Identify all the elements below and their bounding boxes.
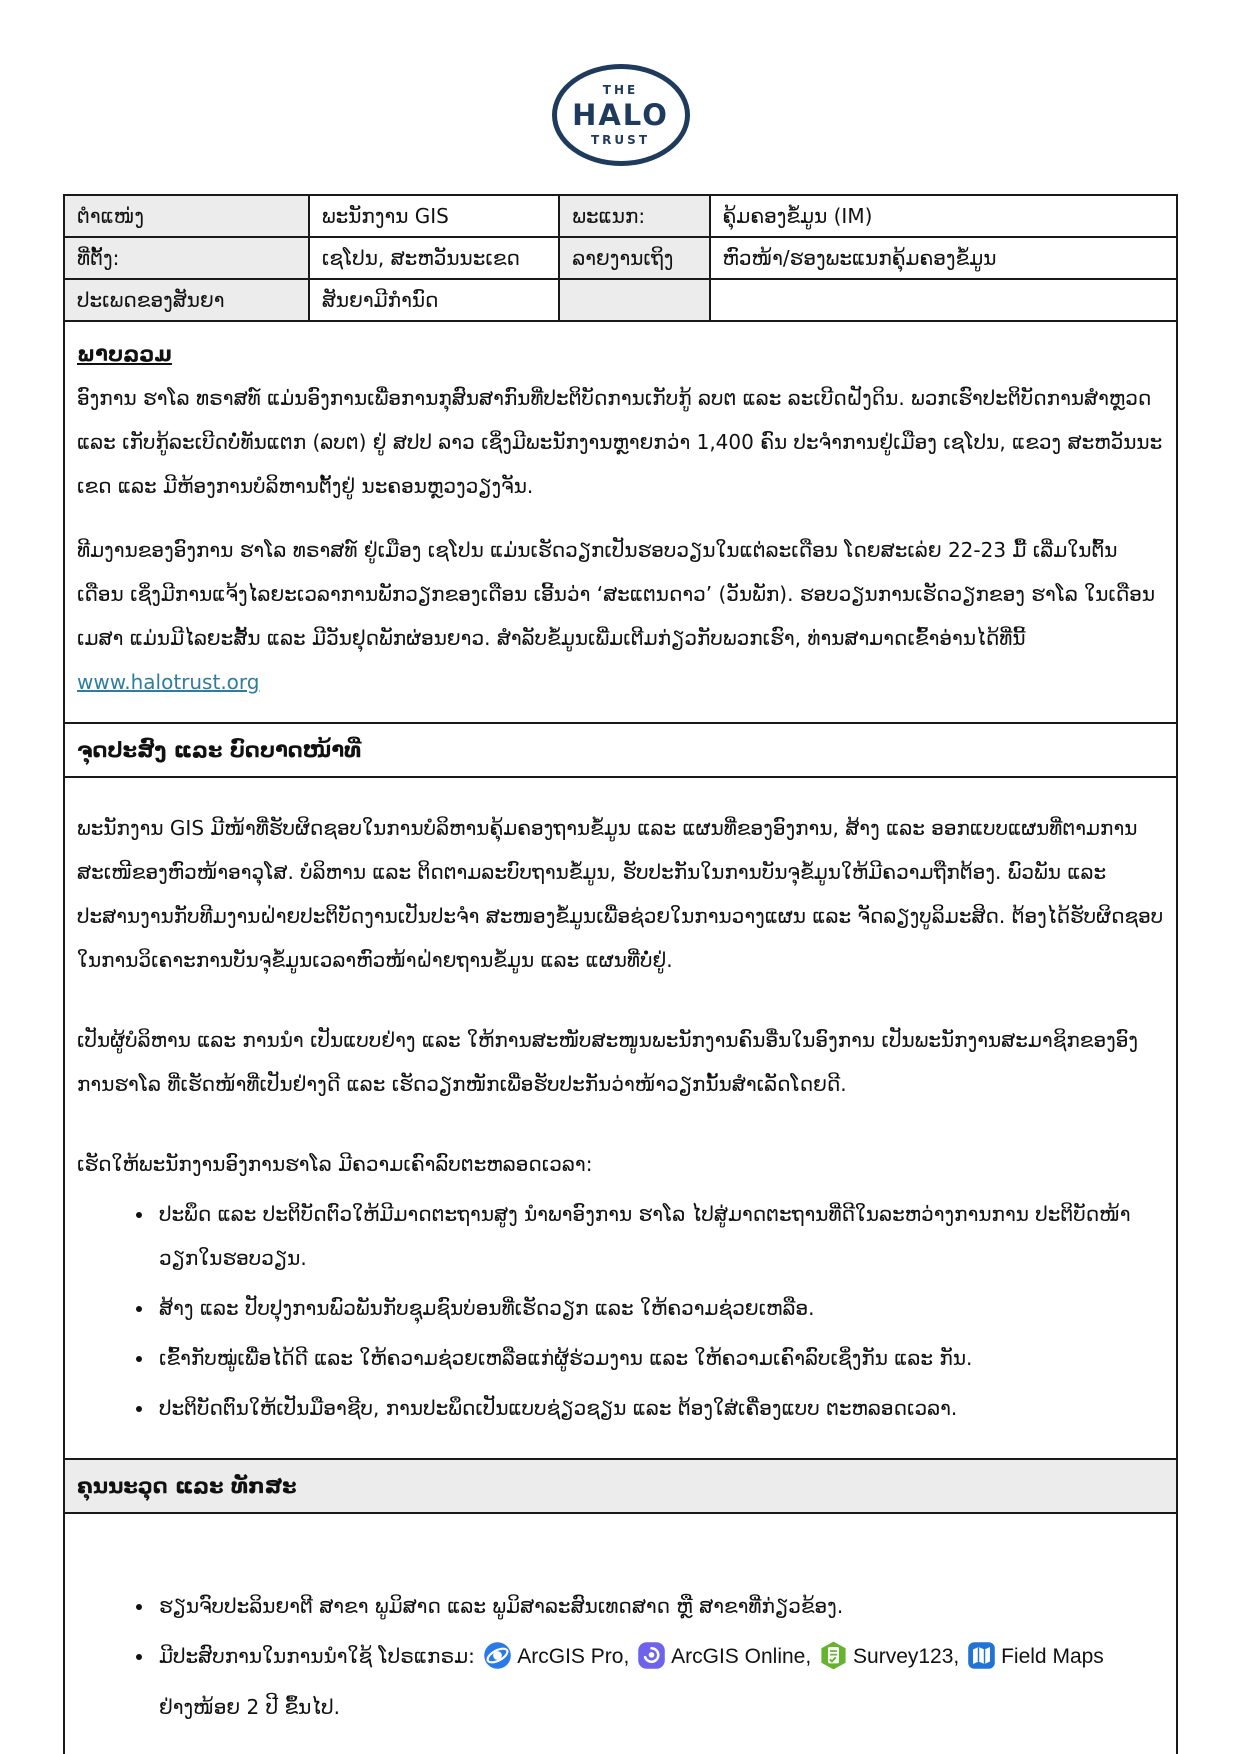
separator: , [805, 1645, 818, 1668]
value-location: ເຊໂປນ, ສະຫວັນນະເຂດ [309, 237, 559, 279]
halotrust-link[interactable]: www.halotrust.org [77, 670, 260, 694]
value-empty [710, 279, 1177, 321]
arcgis-pro-icon [483, 1641, 512, 1685]
value-contract-type: ສັນຍາມີກຳນົດ [309, 279, 559, 321]
label-location: ທີ່ຕັ້ງ: [64, 237, 309, 279]
list-item: • ສ້າງ ແລະ ປັບປຸງການພົວພັນກັບຊຸມຊົນບ່ອນທີ່ເຮັດວຽກ ແລະ ໃຫ້ຄວາມຊ່ວຍເຫລືອ. [155, 1286, 1164, 1330]
separator: , [623, 1645, 636, 1668]
position-info-table [63, 194, 1178, 322]
logo-text-trust: TRUST [591, 133, 650, 147]
app-label: Field Maps [1001, 1645, 1104, 1668]
separator: , [953, 1645, 966, 1668]
qualifications-bullet-list [77, 1584, 1164, 1729]
list-item: • ປະພຶດ ແລະ ປະຕິບັດຕົວໃຫ້ມີມາດຕະຖານສູງ ນຳພາອົງການ ຮາໂລ ໄປສູ່ມາດຕະຖານທີ່ດີໃນລະຫວ່າງການການ ປະຕິບັດໜ້າວຽກໃນຮອບວຽນ. [155, 1192, 1164, 1280]
app-label: ArcGIS Online [671, 1645, 806, 1668]
section-header-qualifications: ຄຸນນະວຸດ ແລະ ທັກສະ [63, 1458, 1178, 1514]
label-empty [559, 279, 709, 321]
list-item: • ຮຽນຈົບປະລິນຍາຕີ ສາຂາ ພູມິສາດ ແລະ ພູມິສາລະສົນເທດສາດ ຫຼື ສາຂາທີ່ກ່ຽວຂ້ອງ. [155, 1584, 1164, 1628]
duties-paragraph-3: ເຮັດໃຫ້ພະນັກງານອົງການຮາໂລ ມີຄວາມເຄົາລົບຕະຫລອດເວລາ: [77, 1152, 593, 1176]
label-contract-type: ປະເພດຂອງສັນຍາ [64, 279, 309, 321]
arcgis-online-icon [637, 1641, 666, 1685]
section-header-duties: ຈຸດປະສົງ ແລະ ບົດບາດໜ້າທີ່ [63, 722, 1178, 778]
table-row [64, 279, 1177, 321]
section-duties-content [63, 776, 1178, 1460]
app-field-maps [965, 1644, 1104, 1668]
label-department: ພະແນກ: [559, 195, 709, 237]
survey123-icon [819, 1641, 848, 1685]
duties-paragraph-2: ເປັນຜູ້ບໍລິຫານ ແລະ ການນຳ ເປັນແບບຢ່າງ ແລະ ໃຫ້ການສະໜັບສະໜູນພະນັກງານຄົນອື່ນໃນອົງການ ເປັນພະນັກງານສະມາຊິກຂອງອົງການຮາໂລ ທີ່ເຮັດໜ້າທີ່ເປັນຢ່າງດີ ແລະ ເຮັດວຽກໜັກເພື່ອຮັບປະກັນວ່າໜ້າວຽກນັ້ນສຳເລັດໂດຍດີ. [77, 1028, 1139, 1096]
list-item: • ເຂົ້າກັບໝູ່ເພື່ອໄດ້ດີ ແລະ ໃຫ້ຄວາມຊ່ວຍເຫລືອແກ່ຜູ້ຮ່ວມງານ ແລະ ໃຫ້ຄວາມເຄົາລົບເຊິ່ງກັນ ແລະ ກັນ. [155, 1336, 1164, 1380]
app-label: Survey123 [853, 1645, 954, 1668]
list-item: • ປະຕິບັດຕົນໃຫ້ເປັນມືອາຊີບ, ການປະພຶດເປັນແບບຊ່ຽວຊຽນ ແລະ ຕ້ອງໃສ່ເຄື່ອງແບບ ຕະຫລອດເວລາ. [155, 1386, 1164, 1430]
logo-text-halo: HALO [572, 98, 669, 132]
field-maps-icon [967, 1641, 996, 1685]
overview-paragraph-2 [77, 528, 1164, 704]
label-position: ຕຳແໜ່ງ [64, 195, 309, 237]
app-label: ArcGIS Pro [517, 1645, 624, 1668]
overview-heading: ພາບລວມ [77, 342, 172, 366]
table-row [64, 195, 1177, 237]
section-overview [63, 320, 1178, 724]
halo-trust-logo [552, 64, 690, 166]
value-position: ພະນັກງານ GIS [309, 195, 559, 237]
overview-paragraph-1: ອົງການ ຮາໂລ ທຣາສທ໌ ແມ່ນອົງການເພື່ອການກຸສົນສາກົນທີ່ປະຕິບັດການເກັບກູ້ ລບຕ ແລະ ລະເບີດຝັງດິນ. ພວກເຮົາປະຕິບັດການສຳຫຼວດ ແລະ ເກັບກູ້ລະເບີດບໍ່ທັນແຕກ (ລບຕ) ຢູ່ ສປປ ລາວ ເຊິ່ງມີພະນັກງານຫຼາຍກວ່າ 1,400 ຄົນ ປະຈຳການຢູ່ເມືອງ ເຊໂປນ, ແຂວງ ສະຫວັນນະເຂດ ແລະ ມີຫ້ອງການບໍລິຫານຕັ້ງຢູ່ ນະຄອນຫຼວງວຽງຈັນ. [77, 386, 1163, 498]
experience-text-prefix: ມີປະສົບການໃນການນຳໃຊ້ ໂປຣແກຣມ: [159, 1644, 482, 1668]
logo-text-the: THE [602, 83, 639, 97]
app-arcgis-online [635, 1644, 817, 1668]
label-reports-to: ລາຍງານເຖິງ [559, 237, 709, 279]
overview-paragraph-2-text: ທີມງານຂອງອົງການ ຮາໂລ ທຣາສທ໌ ຢູ່ເມືອງ ເຊໂປນ ແມ່ນເຮັດວຽກເປັນຮອບວຽນໃນແຕ່ລະເດືອນ ໂດຍສະເລ່ຍ 22-23 ມື້ ເລີ່ມໃນຕົ້ນເດືອນ ເຊິ່ງມີການແຈ້ງໄລຍະເວລາການພັກວຽກຂອງເດືອນ ເອີ້ນວ່າ ‘ສະແຕນດາວ’ (ວັນພັກ). ຮອບວຽນການເຮັດວຽກຂອງ ຮາໂລ ໃນເດືອນ ເມສາ ແມ່ນມີໄລຍະສັ້ນ ແລະ ມີວັນຢຸດພັກຜ່ອນຍາວ. ສຳລັບຂໍ້ມູນເພີ່ມເຕີມກ່ຽວກັບພວກເຮົາ, ທ່ານສາມາດເຂົ້າອ່ານໄດ້ທີ່ນີ້ [77, 538, 1156, 650]
logo-container [63, 64, 1178, 166]
section-qualifications-content [63, 1512, 1178, 1754]
experience-text-suffix: ຢ່າງໜ້ອຍ 2 ປີ ຂຶ້ນໄປ. [159, 1695, 340, 1719]
value-reports-to: ຫົວໜ້າ/ຮອງພະແນກຄຸ້ມຄອງຂໍ້ມູນ [710, 237, 1177, 279]
duties-bullet-list [77, 1192, 1164, 1430]
list-item [155, 1634, 1164, 1729]
app-arcgis-pro [481, 1644, 635, 1668]
duties-paragraph-1: ພະນັກງານ GIS ມີໜ້າທີ່ຮັບຜິດຊອບໃນການບໍລິຫານຄຸ້ມຄອງຖານຂໍ້ມູນ ແລະ ແຜນທີ່ຂອງອົງການ, ສ້າງ ແລະ ອອກແບບແຜນທີ່ຕາມການສະເໜີຂອງຫົວໜ້າອາວຸໂສ. ບໍລິຫານ ແລະ ຕິດຕາມລະບົບຖານຂໍ້ມູນ, ຮັບປະກັນໃນການບັນຈຸຂໍ້ມູນໃຫ້ມີຄວາມຖືກຕ້ອງ. ພົວພັນ ແລະ ປະສານງານກັບທີມງານຝ່າຍປະຕິບັດງານເປັນປະຈຳ ສະໜອງຂໍ້ມູນເພື່ອຊ່ວຍໃນການວາງແຜນ ແລະ ຈັດລຽງບູລິມະສິດ. ຕ້ອງໄດ້ຮັບຜິດຊອບໃນການວິເຄາະການບັນຈຸຂໍ້ມູນເວລາຫົວໜ້າຝ່າຍຖານຂໍ້ມູນ ແລະ ແຜນທີ່ບໍ່ຢູ່. [77, 816, 1164, 972]
app-survey123 [817, 1644, 965, 1668]
table-row [64, 237, 1177, 279]
value-department: ຄຸ້ມຄອງຂໍ້ມູນ (IM) [710, 195, 1177, 237]
